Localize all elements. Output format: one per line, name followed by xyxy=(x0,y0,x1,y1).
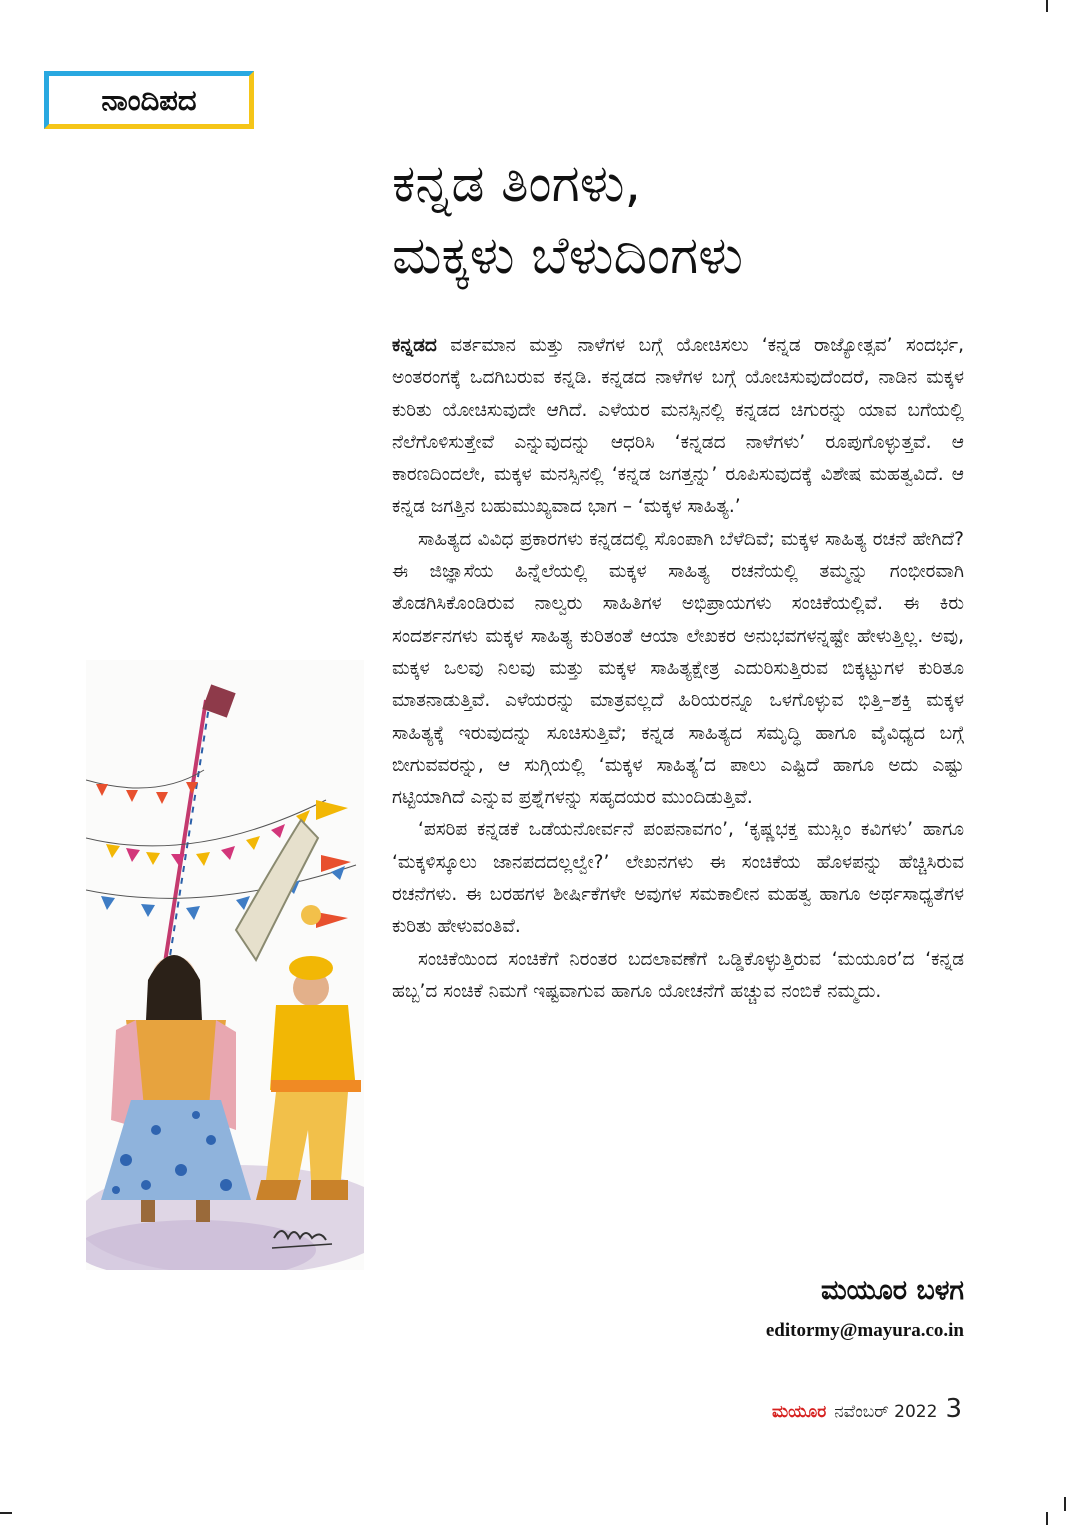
lead-word: ಕನ್ನಡದ xyxy=(392,335,437,356)
crop-mark xyxy=(0,1512,12,1514)
page-title xyxy=(392,148,952,292)
body-paragraph-1 xyxy=(392,330,964,524)
paragraph-1-text: ವರ್ತಮಾನ ಮತ್ತು ನಾಳೆಗಳ ಬಗ್ಗೆ ಯೋಚಿಸಲು ‘ಕನ್ನಡ ರಾಜ್ಯೋತ್ಸವ’ ಸಂದರ್ಭ, ಅಂತರಂಗಕ್ಕೆ ಒದಗಿಬರುವ ಕನ್ನಡಿ. ಕನ್ನಡದ ನಾಳೆಗಳ ಬಗ್ಗೆ ಯೋಚಿಸುವುದೆಂದರೆ, ನಾಡಿನ ಮಕ್ಕಳ ಕುರಿತು ಯೋಚಿಸುವುದೇ ಆಗಿದೆ. ಎಳೆಯರ ಮನಸ್ಸಿನಲ್ಲಿ ಕನ್ನಡದ ಚಿಗುರನ್ನು ಯಾವ ಬಗೆಯಲ್ಲಿ ನೆಲೆಗೊಳಿಸುತ್ತೇವೆ ಎನ್ನುವುದನ್ನು ಆಧರಿಸಿ ‘ಕನ್ನಡದ ನಾಳೆಗಳು’ ರೂಪುಗೊಳ್ಳುತ್ತವೆ. ಆ ಕಾರಣದಿಂದಲೇ, ಮಕ್ಕಳ ಮನಸ್ಸಿನಲ್ಲಿ ‘ಕನ್ನಡ ಜಗತ್ತನ್ನು’ ರೂಪಿಸುವುದಕ್ಕೆ ವಿಶೇಷ ಮಹತ್ವವಿದೆ. ಆ ಕನ್ನಡ ಜಗತ್ತಿನ ಬಹುಮುಖ್ಯವಾದ ಭಾಗ – ‘ಮಕ್ಕಳ ಸಾಹಿತ್ಯ.’ xyxy=(392,335,964,518)
illustration-drawing xyxy=(86,660,364,1270)
title-line-1: ಕನ್ನಡ ತಿಂಗಳು, xyxy=(392,154,642,214)
page-number: 3 xyxy=(945,1394,962,1424)
page-footer xyxy=(772,1394,962,1424)
editorial-body xyxy=(392,330,964,1008)
section-tag: ನಾಂದಿಪದ xyxy=(44,71,254,129)
email-link[interactable]: editormy@mayura.co.in xyxy=(765,1320,964,1341)
footer-date: ನವೆಂಬರ್ 2022 xyxy=(834,1402,938,1422)
crop-mark xyxy=(1046,0,1048,12)
signature: ಮಯೂರ ಬಳಗ xyxy=(820,1275,964,1306)
body-paragraph-3: ‘ಪಸರಿಪ ಕನ್ನಡಕೆ ಒಡೆಯನೋರ್ವನೆ ಪಂಪನಾವಗಂ’, ‘ಕೃಷ್ಣಭಕ್ತ ಮುಸ್ಲಿಂ ಕವಿಗಳು’ ಹಾಗೂ ‘ಮಕ್ಕಳಿಸ್ಕೂಲು ಜಾನಪದದಲ್ಲಲ್ವೇ?’ ಲೇಖನಗಳು ಈ ಸಂಚಿಕೆಯ ಹೊಳಪನ್ನು ಹೆಚ್ಚಿಸಿರುವ ರಚನೆಗಳು. ಈ ಬರಹಗಳ ಶೀರ್ಷಿಕೆಗಳೇ ಅವುಗಳ ಸಮಕಾಲೀನ ಮಹತ್ವ ಹಾಗೂ ಅರ್ಥಸಾಧ್ಯತೆಗಳ ಕುರಿತು ಹೇಳುವಂತಿವೆ. xyxy=(392,819,964,938)
crop-mark xyxy=(1064,1497,1066,1511)
footer-brand: ಮಯೂರ xyxy=(771,1402,827,1422)
festival-illustration xyxy=(86,660,364,1270)
body-paragraph-4: ಸಂಚಿಕೆಯಿಂದ ಸಂಚಿಕೆಗೆ ನಿರಂತರ ಬದಲಾವಣೆಗೆ ಒಡ್ಡಿಕೊಳ್ಳುತ್ತಿರುವ ‘ಮಯೂರ’ದ ‘ಕನ್ನಡ ಹಬ್ಬ’ದ ಸಂಚಿಕೆ ನಿಮಗೆ ಇಷ್ಟವಾಗುವ ಹಾಗೂ ಯೋಚನೆಗೆ ಹಚ್ಚುವ ನಂಬಿಕೆ ನಮ್ಮದು. xyxy=(392,948,964,1002)
crop-mark xyxy=(1046,1512,1048,1525)
title-line-2: ಮಕ್ಕಳು ಬೆಳುದಿಂಗಳು xyxy=(392,226,743,286)
body-paragraph-2: ಸಾಹಿತ್ಯದ ವಿವಿಧ ಪ್ರಕಾರಗಳು ಕನ್ನಡದಲ್ಲಿ ಸೊಂಪಾಗಿ ಬೆಳೆದಿವೆ; ಮಕ್ಕಳ ಸಾಹಿತ್ಯ ರಚನೆ ಹೇಗಿದೆ? ಈ ಜಿಜ್ಞಾಸೆಯ ಹಿನ್ನೆಲೆಯಲ್ಲಿ ಮಕ್ಕಳ ಸಾಹಿತ್ಯ ರಚನೆಯಲ್ಲಿ ತಮ್ಮನ್ನು ಗಂಭೀರವಾಗಿ ತೊಡಗಿಸಿಕೊಂಡಿರುವ ನಾಲ್ವರು ಸಾಹಿತಿಗಳ ಅಭಿಪ್ರಾಯಗಳು ಸಂಚಿಕೆಯಲ್ಲಿವೆ. ಈ ಕಿರು ಸಂದರ್ಶನಗಳು ಮಕ್ಕಳ ಸಾಹಿತ್ಯ ಕುರಿತಂತೆ ಆಯಾ ಲೇಖಕರ ಅನುಭವಗಳನ್ನಷ್ಟೇ ಹೇಳುತ್ತಿಲ್ಲ. ಅವು, ಮಕ್ಕಳ ಒಲವು ನಿಲವು ಮತ್ತು ಮಕ್ಕಳ ಸಾಹಿತ್ಯಕ್ಷೇತ್ರ ಎದುರಿಸುತ್ತಿರುವ ಬಿಕ್ಕಟ್ಟುಗಳ ಕುರಿತೂ ಮಾತನಾಡುತ್ತಿವೆ. ಎಳೆಯರನ್ನು ಮಾತ್ರವಲ್ಲದೆ ಹಿರಿಯರನ್ನೂ ಒಳಗೊಳ್ಳುವ ಭಿತ್ತಿ–ಶಕ್ತಿ ಮಕ್ಕಳ ಸಾಹಿತ್ಯಕ್ಕೆ ಇರುವುದನ್ನು ಸೂಚಿಸುತ್ತಿವೆ; ಕನ್ನಡ ಸಾಹಿತ್ಯದ ಸಮೃದ್ಧಿ ಹಾಗೂ ವೈವಿಧ್ಯದ ಬಗ್ಗೆ ಬೀಗುವವರನ್ನು, ಆ ಸುಗ್ಗಿಯಲ್ಲಿ ‘ಮಕ್ಕಳ ಸಾಹಿತ್ಯ’ದ ಪಾಲು ಎಷ್ಟಿದೆ ಹಾಗೂ ಅದು ಎಷ್ಟು ಗಟ್ಟಿಯಾಗಿದೆ ಎನ್ನುವ ಪ್ರಶ್ನೆಗಳನ್ನು ಸಹೃದಯರ ಮುಂದಿಡುತ್ತಿವೆ. xyxy=(392,528,964,809)
